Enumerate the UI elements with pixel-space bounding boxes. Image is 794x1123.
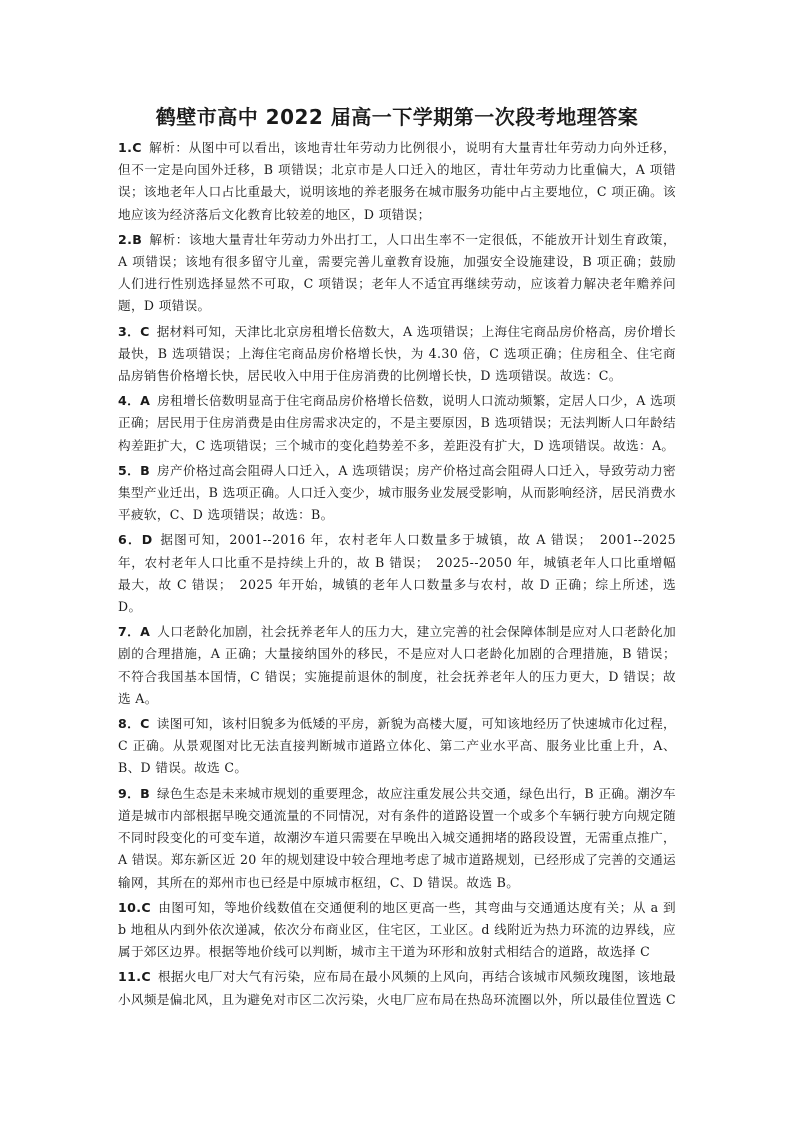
answer-item-1	[118, 137, 676, 226]
answer-item-10	[118, 897, 676, 964]
answer-text: 读图可知，该村旧貌多为低矮的平房，新貌为高楼大厦，可知该地经历了快速城市化过程，C 正确。从景观图对比无法直接判断城市道路立体化、第二产业水平高、服务业比重上升，A、B、D 错误。故选 C。	[118, 716, 677, 776]
answer-text: 人口老龄化加剧，社会抚养老年人的压力大，建立完善的社会保障体制是应对人口老龄化加剧的合理措施，A 正确；大量接纳国外的移民，不是应对人口老龄化加剧的合理措施，B 错误；不符合我国基本国情，C 错误；实施提前退休的制度，社会抚养老年人的压力更大，D 错误；故选 A。	[118, 624, 677, 706]
answer-item-7	[118, 621, 676, 710]
answer-item-6	[118, 529, 676, 618]
answer-number: 10.C	[118, 899, 151, 915]
answer-item-9	[118, 783, 676, 894]
answer-item-11	[118, 966, 676, 1010]
answer-text: 房产价格过高会阻碍人口迁入，A 选项错误；房产价格过高会阻碍人口迁入，导致劳动力密集型产业迁出，B 选项正确。人口迁入变少，城市服务业发展受影响，从而影响经济，居民消费水平疲软，C、D 选项错误；故选：B。	[118, 462, 676, 523]
answer-item-2	[118, 229, 676, 318]
answer-text: 根据火电厂对大气有污染，应布局在最小风频的上风向，再结合该城市风频玫瑰图，该地最小风频是偏北风，且为避免对市区二次污染，火电厂应布局在热岛环流圈以外，所以最佳位置选 C	[118, 969, 676, 1007]
answer-text: 解析：该地大量青壮年劳动力外出打工，人口出生率不一定很低，不能放开计划生育政策，A 项错误；该地有很多留守儿童，需要完善儿童教育设施，加强安全设施建设，B 项正确；鼓励人们进行性别选择显然不可取，C 项错误；老年人不适宜再继续劳动，应该着力解决老年赡养问题，D 项错误。	[118, 231, 676, 314]
answer-number: 2.B	[118, 231, 143, 247]
answer-text: 解析：从图中可以看出，该地青壮年劳动力比例很小，说明有大量青壮年劳动力向外迁移，但不一定是向国外迁移，B 项错误；北京市是人口迁入的地区，青壮年劳动力比重偏大，A 项错误；该地老年人口占比重最大，说明该地的养老服务在城市服务功能中占主要地位，C 项正确。该地应该为经济落后文化教育比较差的地区，D 项错误；	[118, 140, 676, 222]
answer-number: 5．B	[118, 462, 151, 478]
answer-number: 1.C	[118, 140, 142, 155]
answer-sheet-page	[118, 0, 676, 1014]
answer-number: 6．D	[118, 532, 153, 548]
answer-item-8	[118, 713, 676, 780]
answer-number: 7．A	[118, 624, 151, 640]
answer-item-3	[118, 321, 676, 388]
answer-number: 4．A	[118, 393, 151, 409]
answer-number: 8．C	[118, 716, 150, 732]
answer-text: 据材料可知，天津比北京房租增长倍数大，A 选项错误；上海住宅商品房价格高，房价增长最快，B 选项错误；上海住宅商品房价格增长快，为 4.30 倍，C 选项正确；住房租全、住宅商品房销售价格增长快，居民收入中用于住房消费的比例增长快，D 选项错误。故选：C。	[118, 323, 676, 384]
answer-item-5	[118, 460, 676, 527]
answer-item-4	[118, 390, 676, 457]
page-title: 鹤壁市高中 2022 届高一下学期第一次段考地理答案	[155, 105, 639, 129]
answer-text: 由图可知，等地价线数值在交通便利的地区更高一些，其弯曲与交通通达度有关；从 a 到 b 地租从内到外依次递减，依次分布商业区，住宅区，工业区。d 线附近为热力环流的边界线，应属于郊区边界。根据等地价线可以判断，城市主干道为环形和放射式相结合的道路，故选择 C	[118, 899, 676, 960]
answer-text: 据图可知，2001--2016 年，农村老年人口数量多于城镇，故 A 错误； 2001--2025 年，农村老年人口比重不是持续上升的，故 B 错误； 2025--2050 年，城镇老年人口比重增幅最大，故 C 错误； 2025 年开始，城镇的老年人口数量多与农村，故 D 正确；综上所述，选 D。	[118, 532, 676, 615]
answer-number: 9．B	[118, 785, 151, 801]
answer-number: 3．C	[118, 323, 150, 339]
answer-list	[118, 137, 676, 1011]
answer-text: 房租增长倍数明显高于住宅商品房价格增长倍数，说明人口流动频繁，定居人口少，A 选项正确；居民用于住房消费是由住房需求决定的，不是主要原因，B 选项错误；无法判断人口年龄结构差距扩大，C 选项错误；三个城市的变化趋势差不多，差距没有扩大，D 选项错误。故选：A。	[118, 393, 676, 453]
answer-number: 11.C	[118, 969, 151, 985]
answer-text: 绿色生态是未来城市规划的重要理念，故应注重发展公共交通，绿色出行，B 正确。潮汐车道是城市内部根据早晚交通流量的不同情况，对有条件的道路设置一个或多个车辆行驶方向规定随不同时段变化的可变车道，故潮汐车道只需要在早晚出入城交通拥堵的路段设置，无需重点推广，A 错误。郑东新区近 20 年的规划建设中较合理地考虑了城市道路规划，已经形成了完善的交通运输网，其所在的郑州市也已经是中原城市枢纽，C、D 错误。故选 B。	[118, 785, 677, 890]
